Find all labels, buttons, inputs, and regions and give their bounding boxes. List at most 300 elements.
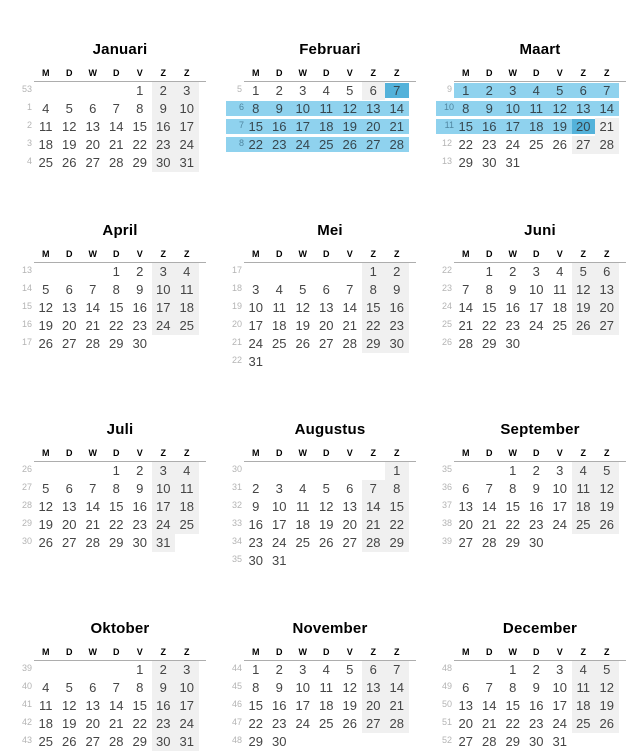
day-cell[interactable]: 10 [552,680,567,695]
day-cell[interactable]: 4 [572,462,596,480]
day-cell[interactable]: 27 [85,155,100,170]
day-cell[interactable]: 16 [272,698,287,713]
day-cell[interactable]: 25 [272,336,287,351]
day-cell[interactable]: 29 [482,336,497,351]
day-cell[interactable]: 14 [385,100,409,118]
day-cell[interactable]: 11 [553,282,567,297]
day-cell[interactable]: 2 [252,481,260,496]
day-cell[interactable]: 24 [272,535,287,550]
day-cell[interactable]: 25 [315,136,339,154]
day-cell[interactable]: 30 [385,335,409,353]
day-cell[interactable]: 9 [152,679,176,697]
day-cell[interactable]: 19 [38,517,53,532]
day-cell[interactable]: 1 [509,662,517,677]
day-cell[interactable]: 15 [362,299,386,317]
day-cell[interactable]: 17 [272,517,287,532]
day-cell[interactable]: 27 [342,535,357,550]
day-cell[interactable]: 21 [109,716,124,731]
day-cell[interactable]: 26 [38,535,53,550]
day-cell[interactable]: 22 [385,516,409,534]
day-cell[interactable]: 7 [385,661,409,679]
day-cell[interactable]: 14 [109,119,124,134]
day-cell[interactable]: 5 [42,481,50,496]
day-cell[interactable]: 9 [252,499,260,514]
day-cell[interactable]: 29 [109,535,124,550]
day-cell[interactable]: 10 [175,679,199,697]
day-cell[interactable]: 25 [572,516,596,534]
day-cell[interactable]: 13 [85,698,100,713]
day-cell[interactable]: 4 [322,83,330,98]
day-cell[interactable]: 20 [572,118,596,136]
day-cell[interactable]: 18 [38,137,53,152]
day-cell[interactable]: 26 [342,716,357,731]
day-cell[interactable]: 22 [248,716,263,731]
day-cell[interactable]: 9 [532,680,540,695]
day-cell[interactable]: 15 [109,300,124,315]
day-cell[interactable]: 19 [295,318,310,333]
day-cell[interactable]: 4 [322,662,330,677]
day-cell[interactable]: 3 [175,82,199,100]
day-cell[interactable]: 3 [556,463,564,478]
day-cell[interactable]: 28 [85,336,100,351]
day-cell[interactable]: 9 [532,481,540,496]
day-cell[interactable]: 7 [89,481,97,496]
day-cell[interactable]: 9 [275,680,283,695]
day-cell[interactable]: 24 [248,336,263,351]
day-cell[interactable]: 12 [295,300,310,315]
day-cell[interactable]: 16 [152,118,176,136]
day-cell[interactable]: 1 [136,662,144,677]
day-cell[interactable]: 3 [299,662,307,677]
day-cell[interactable]: 7 [362,480,386,498]
day-cell[interactable]: 20 [595,299,619,317]
day-cell[interactable]: 12 [595,480,619,498]
day-cell[interactable]: 2 [532,463,540,478]
day-cell[interactable]: 31 [272,553,287,568]
day-cell[interactable]: 15 [454,118,478,136]
day-cell[interactable]: 30 [248,553,263,568]
day-cell[interactable]: 17 [175,697,199,715]
day-cell[interactable]: 25 [552,318,567,333]
day-cell[interactable]: 7 [485,481,493,496]
day-cell[interactable]: 19 [62,137,77,152]
day-cell[interactable]: 26 [62,734,77,749]
day-cell[interactable]: 14 [482,698,497,713]
day-cell[interactable]: 17 [152,498,176,516]
day-cell[interactable]: 26 [595,715,619,733]
day-cell[interactable]: 17 [501,118,525,136]
day-cell[interactable]: 3 [501,82,525,100]
day-cell[interactable]: 16 [132,499,147,514]
day-cell[interactable]: 31 [552,734,567,749]
day-cell[interactable]: 1 [112,264,120,279]
day-cell[interactable]: 23 [152,715,176,733]
day-cell[interactable]: 6 [462,481,470,496]
day-cell[interactable]: 6 [346,481,354,496]
day-cell[interactable]: 15 [132,698,147,713]
day-cell[interactable]: 28 [362,534,386,552]
day-cell[interactable]: 27 [572,136,596,154]
day-cell[interactable]: 3 [252,282,260,297]
day-cell[interactable]: 4 [275,282,283,297]
day-cell[interactable]: 5 [346,83,354,98]
day-cell[interactable]: 14 [85,499,100,514]
day-cell[interactable]: 10 [152,281,176,299]
day-cell[interactable]: 21 [482,716,497,731]
day-cell[interactable]: 27 [319,336,334,351]
day-cell[interactable]: 23 [248,535,263,550]
day-cell[interactable]: 26 [572,317,596,335]
day-cell[interactable]: 17 [529,300,544,315]
day-cell[interactable]: 29 [132,734,147,749]
day-cell[interactable]: 11 [272,300,286,315]
day-cell[interactable]: 25 [529,137,544,152]
day-cell[interactable]: 12 [62,119,77,134]
day-cell[interactable]: 19 [548,118,572,136]
day-cell[interactable]: 6 [89,101,97,116]
day-cell[interactable]: 20 [362,697,386,715]
day-cell[interactable]: 23 [132,517,147,532]
day-cell[interactable]: 15 [244,118,268,136]
day-cell[interactable]: 9 [509,282,517,297]
day-cell[interactable]: 6 [65,481,73,496]
day-cell[interactable]: 21 [458,318,473,333]
day-cell[interactable]: 4 [175,462,199,480]
day-cell[interactable]: 8 [385,480,409,498]
day-cell[interactable]: 5 [346,662,354,677]
day-cell[interactable]: 6 [362,661,386,679]
day-cell[interactable]: 9 [478,100,502,118]
day-cell[interactable]: 20 [458,517,473,532]
day-cell[interactable]: 20 [319,318,334,333]
day-cell[interactable]: 13 [572,100,596,118]
day-cell[interactable]: 16 [385,299,409,317]
day-cell[interactable]: 17 [248,318,263,333]
day-cell[interactable]: 13 [362,100,386,118]
day-cell[interactable]: 17 [152,299,176,317]
day-cell[interactable]: 27 [362,715,386,733]
day-cell[interactable]: 25 [572,715,596,733]
day-cell[interactable]: 22 [244,136,268,154]
day-cell[interactable]: 7 [89,282,97,297]
day-cell[interactable]: 6 [322,282,330,297]
day-cell[interactable]: 20 [62,517,77,532]
day-cell[interactable]: 13 [458,698,473,713]
day-cell[interactable]: 12 [62,698,77,713]
day-cell[interactable]: 7 [346,282,354,297]
day-cell[interactable]: 21 [109,137,124,152]
day-cell[interactable]: 3 [556,662,564,677]
day-cell[interactable]: 23 [482,137,497,152]
day-cell[interactable]: 23 [268,136,292,154]
day-cell[interactable]: 18 [38,716,53,731]
day-cell[interactable]: 21 [342,318,357,333]
day-cell[interactable]: 15 [482,300,497,315]
day-cell[interactable]: 25 [319,716,334,731]
day-cell[interactable]: 23 [529,517,544,532]
day-cell[interactable]: 8 [136,101,144,116]
day-cell[interactable]: 21 [362,516,386,534]
day-cell[interactable]: 12 [342,680,357,695]
day-cell[interactable]: 23 [152,136,176,154]
day-cell[interactable]: 18 [175,299,199,317]
day-cell[interactable]: 28 [385,715,409,733]
day-cell[interactable]: 4 [299,481,307,496]
day-cell[interactable]: 22 [458,137,473,152]
day-cell[interactable]: 19 [342,698,357,713]
day-cell[interactable]: 20 [62,318,77,333]
day-cell[interactable]: 24 [552,716,567,731]
day-cell[interactable]: 18 [272,318,287,333]
day-cell[interactable]: 10 [295,680,310,695]
day-cell[interactable]: 19 [319,517,334,532]
day-cell[interactable]: 6 [595,263,619,281]
day-cell[interactable]: 20 [85,137,100,152]
day-cell[interactable]: 11 [39,698,53,713]
day-cell[interactable]: 28 [85,535,100,550]
day-cell[interactable]: 30 [529,535,544,550]
day-cell[interactable]: 4 [175,263,199,281]
day-cell[interactable]: 28 [482,734,497,749]
day-cell[interactable]: 7 [112,680,120,695]
day-cell[interactable]: 31 [505,155,520,170]
day-cell[interactable]: 26 [62,155,77,170]
day-cell[interactable]: 3 [299,83,307,98]
day-cell[interactable]: 6 [89,680,97,695]
day-cell[interactable]: 27 [62,336,77,351]
day-cell[interactable]: 1 [252,662,260,677]
day-cell[interactable]: 3 [175,661,199,679]
day-cell[interactable]: 12 [548,100,572,118]
day-cell[interactable]: 28 [482,535,497,550]
day-cell[interactable]: 27 [62,535,77,550]
day-cell[interactable]: 14 [385,679,409,697]
day-cell[interactable]: 15 [505,698,520,713]
day-cell[interactable]: 12 [38,300,53,315]
day-cell[interactable]: 13 [62,499,77,514]
day-cell[interactable]: 25 [175,516,199,534]
day-cell[interactable]: 21 [85,318,100,333]
day-cell[interactable]: 29 [248,734,263,749]
day-cell[interactable]: 10 [529,282,544,297]
day-cell[interactable]: 9 [268,100,292,118]
day-cell[interactable]: 2 [385,263,409,281]
day-cell[interactable]: 8 [362,281,386,299]
day-cell[interactable]: 28 [595,136,619,154]
day-cell[interactable]: 1 [454,82,478,100]
day-cell[interactable]: 22 [505,517,520,532]
day-cell[interactable]: 13 [595,281,619,299]
day-cell[interactable]: 8 [454,100,478,118]
day-cell[interactable]: 3 [532,264,540,279]
day-cell[interactable]: 29 [132,155,147,170]
day-cell[interactable]: 23 [529,716,544,731]
day-cell[interactable]: 16 [248,517,263,532]
day-cell[interactable]: 22 [132,716,147,731]
day-cell[interactable]: 1 [136,83,144,98]
day-cell[interactable]: 27 [595,317,619,335]
day-cell[interactable]: 26 [552,137,567,152]
day-cell[interactable]: 10 [152,480,176,498]
day-cell[interactable]: 30 [132,336,147,351]
day-cell[interactable]: 24 [505,137,520,152]
day-cell[interactable]: 15 [505,499,520,514]
day-cell[interactable]: 2 [532,662,540,677]
day-cell[interactable]: 16 [478,118,502,136]
day-cell[interactable]: 4 [525,82,549,100]
day-cell[interactable]: 6 [572,82,596,100]
day-cell[interactable]: 2 [509,264,517,279]
day-cell[interactable]: 1 [385,462,409,480]
day-cell[interactable]: 8 [252,680,260,695]
day-cell[interactable]: 15 [109,499,124,514]
day-cell[interactable]: 20 [342,517,357,532]
day-cell[interactable]: 27 [85,734,100,749]
day-cell[interactable]: 18 [525,118,549,136]
day-cell[interactable]: 7 [112,101,120,116]
day-cell[interactable]: 8 [136,680,144,695]
day-cell[interactable]: 13 [458,499,473,514]
day-cell[interactable]: 12 [38,499,53,514]
day-cell[interactable]: 9 [136,282,144,297]
day-cell[interactable]: 10 [248,300,263,315]
day-cell[interactable]: 14 [595,100,619,118]
day-cell[interactable]: 11 [319,680,333,695]
day-cell[interactable]: 4 [572,661,596,679]
day-cell[interactable]: 8 [485,282,493,297]
day-cell[interactable]: 25 [38,155,53,170]
day-cell[interactable]: 27 [458,535,473,550]
day-cell[interactable]: 31 [175,733,199,751]
day-cell[interactable]: 1 [362,263,386,281]
day-cell[interactable]: 26 [295,336,310,351]
day-cell[interactable]: 30 [272,734,287,749]
day-cell[interactable]: 14 [362,498,386,516]
day-cell[interactable]: 17 [175,118,199,136]
day-cell[interactable]: 26 [38,336,53,351]
day-cell[interactable]: 11 [572,480,596,498]
day-cell[interactable]: 30 [152,733,176,751]
day-cell[interactable]: 5 [572,263,596,281]
day-cell[interactable]: 15 [248,698,263,713]
day-cell[interactable]: 20 [362,118,386,136]
day-cell[interactable]: 2 [136,264,144,279]
day-cell[interactable]: 17 [552,698,567,713]
day-cell[interactable]: 6 [362,82,386,100]
day-cell[interactable]: 2 [275,83,283,98]
day-cell[interactable]: 14 [482,499,497,514]
day-cell[interactable]: 26 [595,516,619,534]
day-cell[interactable]: 5 [595,661,619,679]
day-cell[interactable]: 24 [175,715,199,733]
day-cell[interactable]: 24 [152,317,176,335]
day-cell[interactable]: 7 [595,82,619,100]
day-cell[interactable]: 8 [112,481,120,496]
day-cell[interactable]: 28 [342,336,357,351]
day-cell[interactable]: 29 [505,535,520,550]
day-cell[interactable]: 30 [505,336,520,351]
day-cell[interactable]: 22 [132,137,147,152]
day-cell[interactable]: 29 [458,155,473,170]
day-cell[interactable]: 1 [509,463,517,478]
day-cell[interactable]: 16 [529,499,544,514]
day-cell[interactable]: 17 [552,499,567,514]
day-cell[interactable]: 14 [342,300,357,315]
day-cell[interactable]: 30 [132,535,147,550]
day-cell[interactable]: 2 [152,82,176,100]
day-cell[interactable]: 2 [136,463,144,478]
day-cell[interactable]: 14 [458,300,473,315]
day-cell[interactable]: 2 [478,82,502,100]
day-cell[interactable]: 23 [385,317,409,335]
day-cell[interactable]: 19 [595,697,619,715]
day-cell[interactable]: 31 [248,354,263,369]
day-cell[interactable]: 4 [42,680,50,695]
day-cell[interactable]: 22 [505,716,520,731]
day-cell[interactable]: 8 [112,282,120,297]
day-cell[interactable]: 22 [109,318,124,333]
day-cell[interactable]: 12 [338,100,362,118]
day-cell[interactable]: 16 [152,697,176,715]
day-cell[interactable]: 25 [175,317,199,335]
day-cell[interactable]: 21 [482,517,497,532]
day-cell[interactable]: 22 [362,317,386,335]
day-cell[interactable]: 16 [505,300,520,315]
day-cell[interactable]: 28 [109,734,124,749]
day-cell[interactable]: 18 [295,517,310,532]
day-cell[interactable]: 6 [65,282,73,297]
day-cell[interactable]: 7 [462,282,470,297]
day-cell[interactable]: 24 [152,516,176,534]
day-cell[interactable]: 26 [319,535,334,550]
day-cell[interactable]: 23 [505,318,520,333]
day-cell[interactable]: 23 [272,716,287,731]
day-cell[interactable]: 29 [505,734,520,749]
day-cell[interactable]: 8 [509,680,517,695]
day-cell[interactable]: 30 [482,155,497,170]
day-cell[interactable]: 12 [319,499,334,514]
day-cell[interactable]: 14 [85,300,100,315]
day-cell[interactable]: 7 [385,82,409,100]
day-cell[interactable]: 11 [175,281,199,299]
day-cell[interactable]: 16 [132,300,147,315]
day-cell[interactable]: 9 [136,481,144,496]
day-cell[interactable]: 5 [42,282,50,297]
day-cell[interactable]: 24 [552,517,567,532]
day-cell[interactable]: 13 [342,499,357,514]
day-cell[interactable]: 29 [362,335,386,353]
day-cell[interactable]: 15 [132,119,147,134]
day-cell[interactable]: 20 [85,716,100,731]
day-cell[interactable]: 18 [572,697,596,715]
day-cell[interactable]: 22 [482,318,497,333]
day-cell[interactable]: 8 [509,481,517,496]
day-cell[interactable]: 4 [42,101,50,116]
day-cell[interactable]: 16 [268,118,292,136]
day-cell[interactable]: 9 [152,100,176,118]
day-cell[interactable]: 30 [529,734,544,749]
day-cell[interactable]: 19 [62,716,77,731]
day-cell[interactable]: 31 [152,534,176,552]
day-cell[interactable]: 10 [552,481,567,496]
day-cell[interactable]: 24 [529,318,544,333]
day-cell[interactable]: 25 [38,734,53,749]
day-cell[interactable]: 1 [485,264,493,279]
day-cell[interactable]: 14 [109,698,124,713]
day-cell[interactable]: 18 [572,498,596,516]
day-cell[interactable]: 23 [132,318,147,333]
day-cell[interactable]: 5 [299,282,307,297]
